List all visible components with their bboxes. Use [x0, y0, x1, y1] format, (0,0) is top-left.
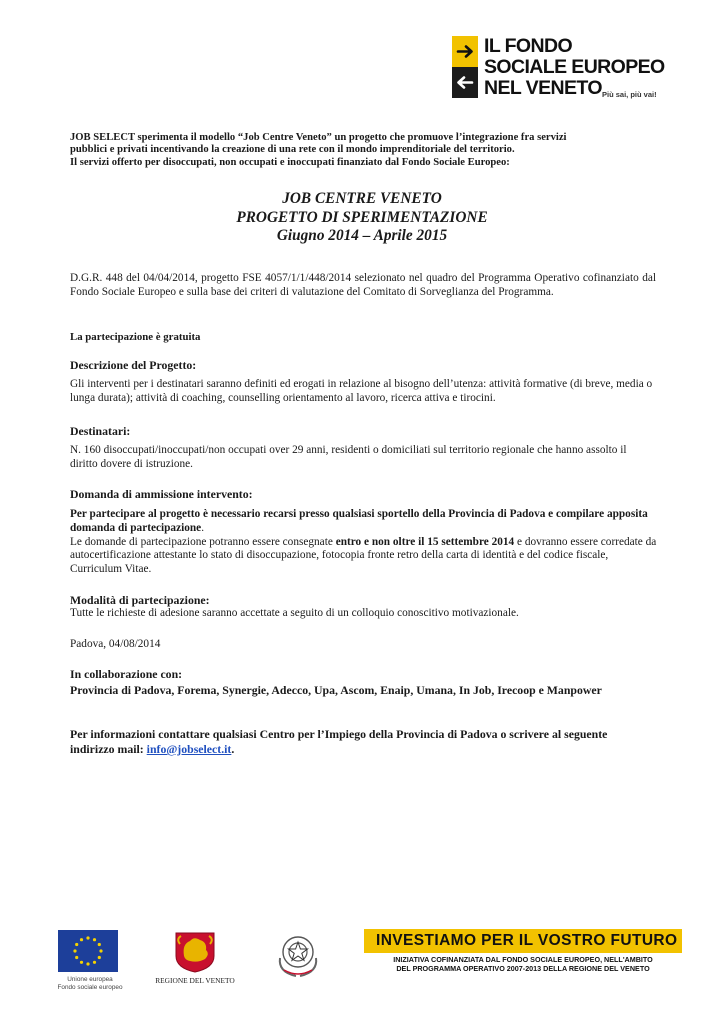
email-link[interactable]: info@jobselect.it [146, 742, 232, 756]
contact-line-1: Per informazioni contattare qualsiasi Centro per l’Impiego della Provincia di Padova o scrivere al seguente [70, 727, 608, 741]
contact-line-2 [70, 742, 670, 757]
banner-sub-line-2: DEL PROGRAMMA OPERATIVO 2007-2013 DELLA REGIONE DEL VENETO [396, 963, 650, 973]
contact-info [70, 727, 670, 757]
destinatari-heading: Destinatari: [70, 424, 131, 438]
veneto-lion-icon [172, 930, 218, 974]
italian-republic-emblem-icon [272, 928, 324, 980]
eu-caption-2: Fondo sociale europeo [57, 984, 123, 991]
title-line-1: JOB CENTRE VENETO [282, 190, 442, 207]
banner-title-bar [364, 929, 682, 953]
domanda-bold-end: . [201, 521, 205, 534]
logo-tagline: Più sai, più vai! [602, 90, 657, 99]
eu-flag-icon [58, 930, 118, 972]
domanda-text [70, 508, 660, 577]
banner-subtitle [364, 956, 682, 973]
domanda-text-b: e dovranno essere corredate da autocertificazione attestante lo stato di disoccupazione, fotocopia fronte retro della carta di identità e del codice fiscale, Curriculum Vitae. [70, 535, 657, 576]
intro-line-1: JOB SELECT sperimenta il modello “Job Centre Veneto” un progetto che promuove l’integrazione fra servizi [70, 132, 567, 143]
logo-line-1: IL FONDO [484, 35, 573, 57]
dgr-paragraph: D.G.R. 448 del 04/04/2014, progetto FSE 4057/1/1/448/2014 selezionato nel quadro del Programma Operativo cofinanziato dal Fondo Sociale Europeo e sulla base dei criteri di valutazione del Comitato di Sorveglianza del Programma. [70, 272, 656, 298]
eu-caption-1: Unione europea [67, 976, 113, 983]
domanda-text-a: Le domande di partecipazione potranno essere consegnate [70, 535, 336, 548]
free-participation-note: La partecipazione è gratuita [70, 331, 201, 343]
domanda-deadline: entro e non oltre il 15 settembre 2014 [335, 535, 515, 548]
arrow-logo-icon [452, 36, 478, 98]
fse-veneto-logo [452, 36, 674, 102]
destinatari-text: N. 160 disoccupati/inoccupati/non occupati over 29 anni, residenti o domiciliati sul territorio regionale che hanno assolto il diritto dovere di istruzione. [70, 444, 627, 470]
place-date: Padova, 04/08/2014 [70, 638, 161, 650]
contact-prefix: indirizzo mail: [70, 742, 147, 756]
logo-line-3: NEL VENETO [484, 77, 602, 99]
veneto-caption: REGIONE DEL VENETO [155, 976, 235, 985]
title-line-2: PROGETTO DI SPERIMENTAZIONE [236, 208, 488, 226]
contact-suffix: . [231, 742, 235, 756]
banner-title: INVESTIAMO PER IL VOSTRO FUTURO [376, 932, 678, 949]
intro-text [70, 132, 654, 169]
descrizione-text: Gli interventi per i destinatari saranno definiti ed erogati in relazione al bisogno dell’utenza: attività formative (di breve, media o lunga durata); attività di coaching, counselling orientamento al lavoro, ricerca attiva e tirocini. [70, 378, 653, 404]
domanda-bold-text: Per partecipare al progetto è necessario recarsi presso qualsiasi sportello della Provincia di Padova e compilare apposita domanda di partecipazione [70, 508, 648, 534]
collaborazione-heading: In collaborazione con: [70, 667, 183, 681]
fse-banner [364, 929, 682, 981]
banner-sub-line-1: INIZIATIVA COFINANZIATA DAL FONDO SOCIALE EUROPEO, NELL'AMBITO [393, 955, 653, 964]
domanda-heading: Domanda di ammissione intervento: [70, 487, 253, 501]
modalita-text: Tutte le richieste di adesione saranno accettate a seguito di un colloquio conoscitivo motivazionale. [70, 607, 519, 619]
partners-list: Provincia di Padova, Forema, Synergie, Adecco, Upa, Ascom, Enaip, Umana, In Job, Irecoop e Manpower [70, 683, 602, 697]
modalita-heading: Modalità di partecipazione: [70, 593, 210, 607]
descrizione-heading: Descrizione del Progetto: [70, 358, 197, 372]
title-line-3: Giugno 2014 – Aprile 2015 [276, 227, 448, 244]
intro-line-2: pubblici e privati incentivando la creazione di una rete con il mondo imprenditoriale del territorio. [70, 144, 515, 156]
document-title [0, 190, 724, 246]
intro-line-3: Il servizi offerto per disoccupati, non occupati e inoccupati finanziato dal Fondo Sociale Europeo: [70, 156, 510, 168]
logo-line-2: SOCIALE EUROPEO [484, 56, 665, 78]
